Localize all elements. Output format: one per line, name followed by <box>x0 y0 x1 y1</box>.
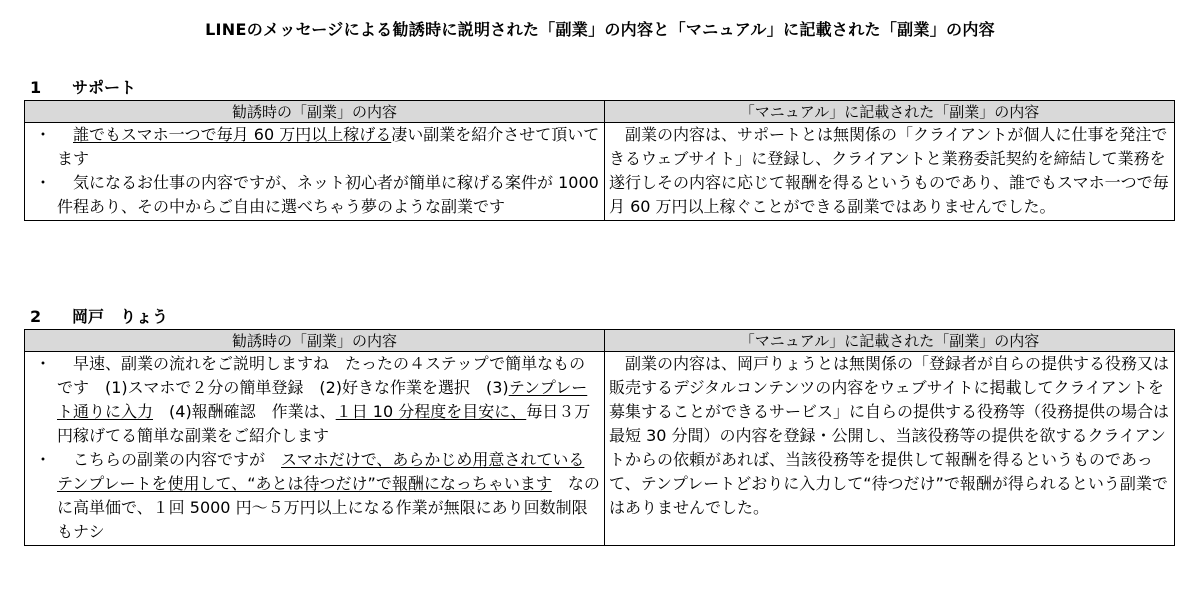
bullet-item <box>29 123 600 171</box>
underlined-text: 誰でもスマホ一つで毎月 60 万円以上稼げる <box>73 125 392 144</box>
section-1-right-cell <box>605 123 1175 221</box>
section-2-header-right: 「マニュアル」に記載された「副業」の内容 <box>605 330 1175 352</box>
manual-description: 副業の内容は、岡戸りょうとは無関係の「登録者が自らの提供する役務又は販売するデジタルコンテンツの内容をウェブサイトに掲載してクライアントを募集することができるサービス」に自らの提供する役務等（役務提供の場合は最短 30 分間）の内容を登録・公開し、当該役務等の提供を欲するクライアントからの依頼があれば、当該役務等を提供して報酬を得るというものであって、テンプレートどおりに入力して“待つだけ”で報酬が得られるという副業ではありませんでした。 <box>609 354 1170 517</box>
bullet-item <box>29 448 600 544</box>
plain-text: 凄い副業を紹介させて頂いてます <box>57 125 600 168</box>
section-2-heading <box>30 304 168 327</box>
bullet-mark: ・ <box>35 450 52 469</box>
bullet-text <box>57 171 600 219</box>
underlined-text: スマホだけで、あらかじめ用意されているテンプレートを使用して、“あとは待つだけ”で報酬になっちゃいます <box>57 450 585 493</box>
section-2-name: 岡戸 りょう <box>72 307 169 326</box>
plain-text: 気になるお仕事の内容ですが、ネット初心者が簡単に稼げる案件が 1000 件程あり、その中からご自由に選べちゃう夢のような副業です <box>57 173 599 216</box>
section-2-number: 2 <box>30 307 42 326</box>
section-2-right-cell <box>605 352 1175 546</box>
section-1-left-cell <box>25 123 605 221</box>
plain-text: 早速、副業の流れをご説明しますね たったの４ステップで簡単なものです (1)スマホで２分の簡単登録 (2)好きな作業を選択 (3) <box>57 354 586 397</box>
section-1-number: 1 <box>30 78 42 97</box>
section-2-left-cell <box>25 352 605 546</box>
plain-text: なのに高単価で、１回 5000 円～５万円以上になる作業が無限にあり回数制限もナシ <box>57 474 600 541</box>
section-1-table <box>24 100 1175 221</box>
bullet-text <box>57 123 600 171</box>
bullet-item <box>29 171 600 219</box>
bullet-mark: ・ <box>35 173 52 192</box>
section-1-name: サポート <box>72 78 137 97</box>
section-2-table <box>24 329 1175 546</box>
bullet-text <box>57 448 600 544</box>
plain-text: 毎日３万円稼げてる簡単な副業をご紹介します <box>57 402 591 445</box>
section-1-heading <box>30 75 136 98</box>
manual-description: 副業の内容は、サポートとは無関係の「クライアントが個人に仕事を発注できるウェブサイト」に登録し、クライアントと業務委託契約を締結して業務を遂行しその内容に応じて報酬を得るというものであり、誰でもスマホ一つで毎月 60 万円以上稼ぐことができる副業ではありませんでした。 <box>609 125 1169 216</box>
section-1-header-right: 「マニュアル」に記載された「副業」の内容 <box>605 101 1175 123</box>
bullet-item <box>29 352 600 448</box>
section-1-header-left: 勧誘時の「副業」の内容 <box>25 101 605 123</box>
bullet-mark: ・ <box>35 125 52 144</box>
underlined-text: １日 10 分程度を目安に、 <box>335 402 527 421</box>
bullet-mark: ・ <box>35 354 52 373</box>
bullet-text <box>57 352 600 448</box>
section-2-header-left: 勧誘時の「副業」の内容 <box>25 330 605 352</box>
underlined-text: テンプレート通りに入力 <box>57 378 588 421</box>
plain-text: こちらの副業の内容ですが <box>73 450 282 469</box>
plain-text: (4)報酬確認 作業は、 <box>153 402 336 421</box>
document-title: LINEのメッセージによる勧誘時に説明された「副業」の内容と「マニュアル」に記載された「副業」の内容 <box>205 20 995 39</box>
